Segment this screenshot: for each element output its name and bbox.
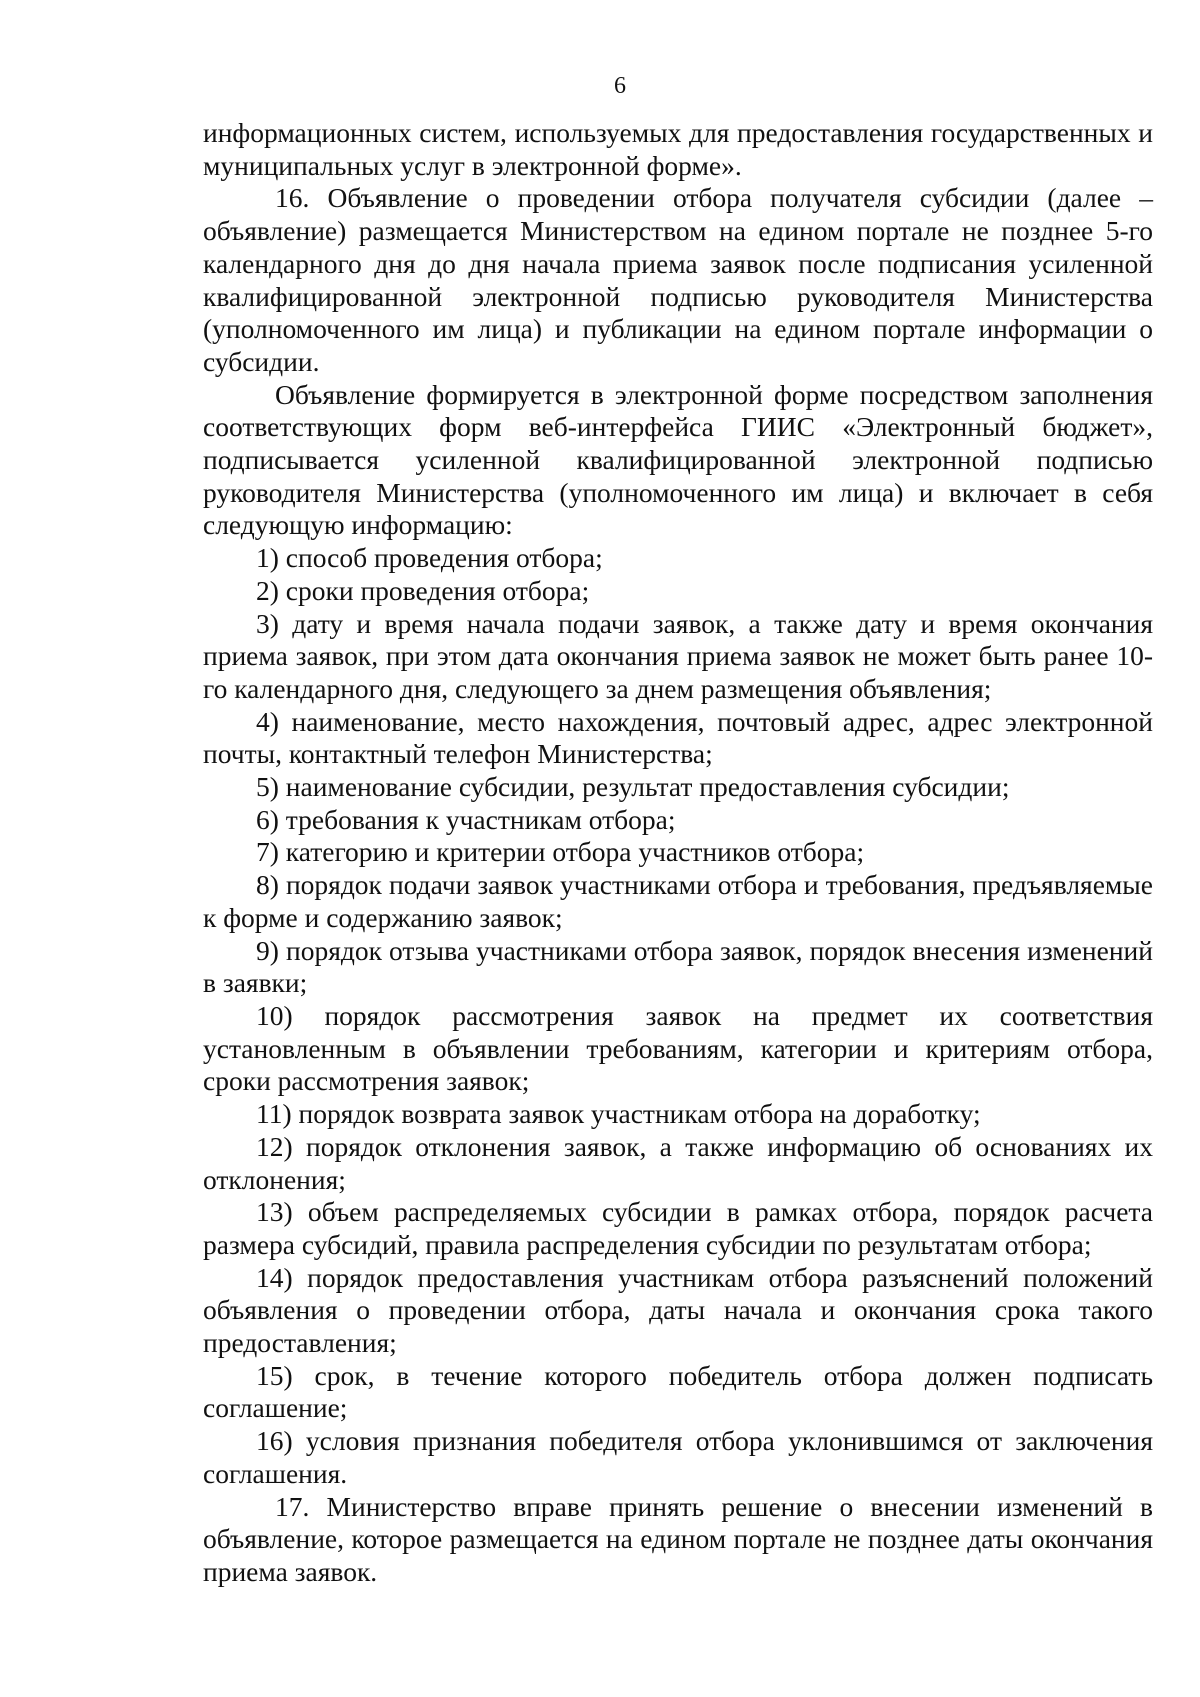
page-number: 6 (614, 73, 626, 99)
paragraph: 13) объем распределяемых субсидии в рамках отбора, порядок расчета размера субсидий, правила распределения субсидии по результатам отбора; (203, 1196, 1153, 1260)
paragraph: 5) наименование субсидии, результат предоставления субсидии; (256, 771, 1010, 803)
paragraph: 16. Объявление о проведении отбора получателя субсидии (далее – объявление) размещается Министерством на едином портале не позднее 5-го календарного дня до дня начала приема заявок после подписания усиленной квалифицированной электронной подписью руководителя Министерства (уполномоченного им лица) и публикации на едином портале информации о субсидии. (203, 182, 1153, 377)
paragraph: 1) способ проведения отбора; (256, 542, 603, 574)
document-body (203, 117, 1153, 1589)
paragraph: 17. Министерство вправе принять решение о внесении изменений в объявление, которое размещается на едином портале не позднее даты окончания приема заявок. (203, 1490, 1153, 1587)
paragraph: 8) порядок подачи заявок участниками отбора и требования, предъявляемые к форме и содержанию заявок; (203, 869, 1153, 933)
paragraph: 14) порядок предоставления участникам отбора разъяснений положений объявления о проведении отбора, даты начала и окончания срока такого предоставления; (203, 1261, 1153, 1359)
paragraph: 11) порядок возврата заявок участникам отбора на доработку; (256, 1098, 981, 1130)
paragraph: 6) требования к участникам отбора; (256, 803, 676, 835)
paragraph: 2) сроки проведения отбора; (256, 574, 590, 606)
paragraph: 7) категорию и критерии отбора участников отбора; (256, 836, 865, 868)
paragraph: 9) порядок отзыва участниками отбора заявок, порядок внесения изменений в заявки; (203, 934, 1153, 999)
paragraph: 15) срок, в течение которого победитель отбора должен подписать соглашение; (203, 1359, 1153, 1424)
paragraph: информационных систем, используемых для предоставления государственных и муниципальных услуг в электронной форме». (203, 117, 1153, 181)
paragraph: 4) наименование, место нахождения, почтовый адрес, адрес электронной почты, контактный телефон Министерства; (203, 705, 1153, 770)
paragraph: 12) порядок отклонения заявок, а также информацию об основаниях их отклонения; (203, 1130, 1153, 1195)
paragraph: 3) дату и время начала подачи заявок, а также дату и время окончания приема заявок, при этом дата окончания приема заявок не может быть ранее 10-го календарного дня, следующего за днем размещения объявления; (203, 607, 1153, 704)
paragraph: Объявление формируется в электронной форме посредством заполнения соответствующих форм веб-интерфейса ГИИС «Электронный бюджет», подписывается усиленной квалифицированной электронной подписью руководителя Министерства (уполномоченного им лица) и включает в себя следующую информацию: (203, 378, 1153, 541)
paragraph: 16) условия признания победителя отбора уклонившимся от заключения соглашения. (203, 1425, 1153, 1489)
paragraph: 10) порядок рассмотрения заявок на предмет их соответствия установленным в объявлении требованиям, категории и критериям отбора, сроки рассмотрения заявок; (203, 999, 1153, 1097)
